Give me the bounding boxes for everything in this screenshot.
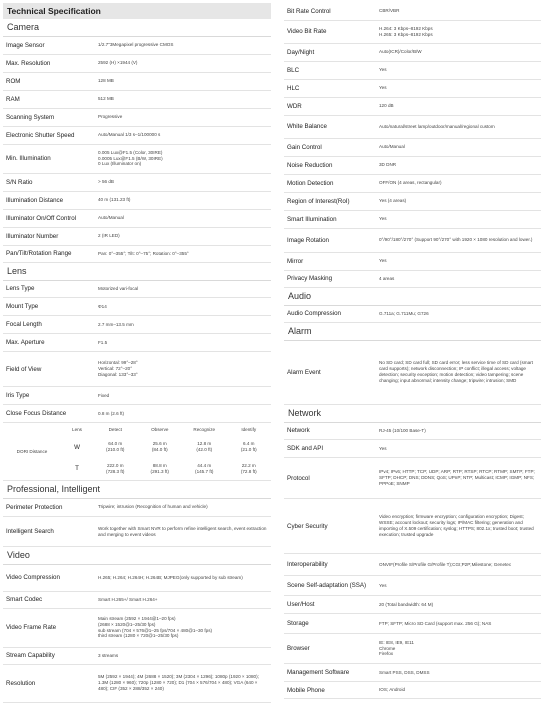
spec-key: WDR	[284, 97, 376, 115]
spec-row	[284, 156, 541, 174]
section-intelligent: Professional, Intelligent	[3, 481, 271, 499]
spec-row	[3, 517, 271, 547]
spec-row	[284, 174, 541, 192]
spec-row	[284, 228, 541, 252]
right-column	[284, 3, 541, 699]
spec-key: Focal Length	[3, 316, 95, 334]
spec-value: 2.7 mm–13.5 mm	[95, 316, 271, 334]
spec-value: Work together with Smart NVR to perform refine intelligent search, event extraction and merging to event videos	[95, 517, 271, 547]
section-audio: Audio	[284, 288, 541, 306]
spec-row	[3, 191, 271, 209]
spec-row	[284, 341, 541, 404]
spec-value: OFF/ON (4 areas, rectangular)	[376, 174, 541, 192]
spec-row	[284, 682, 541, 699]
page-title: Technical Specification	[3, 3, 271, 19]
spec-key: Max. Aperture	[3, 334, 95, 352]
spec-key: Illumination Distance	[3, 191, 95, 209]
spec-row	[284, 554, 541, 576]
spec-value: ONVIF(Profile S/Profile G/Profile T);CGI;P2P;Milestone; Genetec	[376, 554, 541, 576]
spec-row	[3, 647, 271, 664]
spec-value: Progressive	[95, 108, 271, 126]
spec-row	[284, 440, 541, 458]
spec-key: Management Software	[284, 664, 376, 682]
spec-row	[284, 499, 541, 554]
spec-key: Audio Compression	[284, 306, 376, 323]
spec-row	[3, 281, 271, 298]
spec-row	[3, 608, 271, 647]
spec-value: 0.8 m (2.6 ft)	[95, 405, 271, 423]
spec-value: 128 MB	[95, 72, 271, 90]
section-lens: Lens	[3, 263, 271, 281]
spec-value: 1/2.7"3Megapixel progressive CMOS	[95, 37, 271, 54]
spec-row	[284, 20, 541, 43]
spec-value: Auto/Manual 1/3 s–1/100000 s	[95, 126, 271, 144]
spec-value: > 56 dB	[95, 173, 271, 191]
spec-value: Motorized vari-focal	[95, 281, 271, 298]
spec-row	[284, 115, 541, 138]
spec-key: Stream Capability	[3, 647, 95, 664]
spec-row	[284, 97, 541, 115]
spec-row	[284, 306, 541, 323]
dori-head: Observe	[151, 427, 169, 432]
spec-row	[3, 173, 271, 191]
spec-key: White Balance	[284, 115, 376, 138]
spec-key: HLC	[284, 79, 376, 97]
lens-table	[3, 281, 271, 424]
spec-key: Iris Type	[3, 387, 95, 405]
spec-key: Motion Detection	[284, 174, 376, 192]
spec-key: Image Rotation	[284, 228, 376, 252]
spec-row	[284, 423, 541, 440]
spec-key: Resolution	[3, 664, 95, 702]
audio-table	[284, 306, 541, 324]
spec-value: IPv4; IPv6; HTTP; TCP; UDP; ARP; RTP; RTSP; RTCP; RTMP; SMTP; FTP; SFTP; DHCP; DNS; DDNS; QoS; UPnP; NTP; Multicast; ICMP; IGMP; NFS; PPPoE; SNMP	[376, 458, 541, 499]
spec-value: H.265; H.264; H.264H; H.264B; MJPEG(only supported by sub stream)	[95, 565, 271, 591]
spec-value: 4 areas	[376, 270, 541, 287]
spec-key: Video Compression	[3, 565, 95, 591]
spec-row	[284, 79, 541, 97]
spec-key: Mount Type	[3, 298, 95, 316]
dori-head: Identify	[241, 427, 257, 432]
spec-key: Video Frame Rate	[3, 608, 95, 647]
dori-value: 44.4 m (145.7 ft)	[195, 462, 214, 474]
spec-value: 3D DNR	[376, 156, 541, 174]
spec-value: Yes	[376, 210, 541, 228]
spec-row	[3, 565, 271, 591]
spec-key: Perimeter Protection	[3, 499, 95, 517]
spec-row	[3, 334, 271, 352]
spec-value: Auto(ICR)/Color/B/W	[376, 43, 541, 61]
spec-row	[3, 591, 271, 608]
left-column	[3, 3, 271, 703]
spec-row	[3, 209, 271, 227]
spec-key: RAM	[3, 90, 95, 108]
spec-row	[3, 126, 271, 144]
spec-value: Main stream (2592 × 1944@1–20 fps) (2688 × 1520@1–25/30 fps) sub stream (704 × 576@1–25 fps/704 × 480@1–30 fps) third stream (1280 × 720@1–25/30 fps)	[95, 608, 271, 647]
spec-value: No SD card; SD card full; SD card error; less service time of SD card (smart card supports); network disconnection; IP conflict; illegal access; voltage detection; security exception; motion detection; video tampering; scene changing; input abnormal; intensity change; tripwire; intrusion; SMD	[376, 341, 541, 404]
spec-value: Auto/natural/street lamp/outdoor/manual/regional custom	[376, 115, 541, 138]
dori-value: 22.2 m (72.8 ft)	[240, 462, 257, 474]
spec-value: 2 (IR LED)	[95, 227, 271, 245]
spec-row	[284, 210, 541, 228]
spec-row	[3, 245, 271, 262]
spec-value: Smart PSS, DSS, DMSS	[376, 664, 541, 682]
network-table	[284, 423, 541, 700]
spec-key: Cyber Security	[284, 499, 376, 554]
spec-key: Scanning System	[3, 108, 95, 126]
spec-value: 20 (Total bandwidth: 64 M)	[376, 596, 541, 614]
spec-row	[284, 138, 541, 156]
spec-key: Pan/Tilt/Rotation Range	[3, 245, 95, 262]
spec-row	[3, 298, 271, 316]
spec-value: Auto/Manual	[376, 138, 541, 156]
spec-row	[3, 499, 271, 517]
spec-row	[284, 634, 541, 664]
spec-row	[284, 458, 541, 499]
spec-value: Fixed	[95, 387, 271, 405]
spec-row	[3, 54, 271, 72]
spec-key: Lens Type	[3, 281, 95, 298]
spec-key: Day/Night	[284, 43, 376, 61]
spec-row	[284, 3, 541, 20]
spec-value: FTP; SFTP; Micro SD Card (support max. 256 G); NAS	[376, 614, 541, 634]
spec-key: Max. Resolution	[3, 54, 95, 72]
spec-row	[284, 596, 541, 614]
dori-value: 6.4 m (21.0 ft)	[240, 441, 257, 452]
video-table	[3, 565, 271, 703]
spec-row	[3, 664, 271, 702]
spec-value: 120 dB	[376, 97, 541, 115]
dori-value: 12.8 m (42.0 ft)	[196, 441, 213, 452]
dori-value: 88.8 m (291.3 ft)	[150, 462, 169, 474]
spec-key: Illuminator Number	[3, 227, 95, 245]
spec-key: Smart Codec	[3, 591, 95, 608]
spec-value: F1.5	[95, 334, 271, 352]
spec-value: RJ-45 (10/100 Base-T)	[376, 423, 541, 440]
spec-key: Alarm Event	[284, 341, 376, 404]
spec-value: Yes	[376, 252, 541, 270]
dori-lens-label: Lens	[72, 427, 82, 432]
spec-key: Smart Illumination	[284, 210, 376, 228]
spec-value: Horizontal: 99°–28° Vertical: 72°–20° Diagonal: 133°–33°	[95, 352, 271, 387]
spec-row	[284, 576, 541, 596]
spec-key: SDK and API	[284, 440, 376, 458]
spec-key: BLC	[284, 61, 376, 79]
spec-key: ROM	[3, 72, 95, 90]
spec-row	[284, 270, 541, 287]
dori-head: Recognize	[193, 427, 216, 432]
spec-value: Yes	[376, 79, 541, 97]
spec-row	[3, 316, 271, 334]
spec-row	[3, 72, 271, 90]
spec-value: 0.005 Lux@F1.5 (Color, 30IRE) 0.0005 Lux@F1.5 (B/W, 30IRE) 0 Lux (Illuminator on)	[95, 144, 271, 173]
dori-head: Detect	[108, 427, 122, 432]
spec-value: 3 streams	[95, 647, 271, 664]
section-alarm: Alarm	[284, 323, 541, 341]
spec-row	[3, 144, 271, 173]
spec-key: Gain Control	[284, 138, 376, 156]
section-network: Network	[284, 405, 541, 423]
spec-row	[284, 61, 541, 79]
spec-row	[3, 405, 271, 423]
alarm-table	[284, 341, 541, 405]
spec-key: Noise Reduction	[284, 156, 376, 174]
dori-value: 25.6 m (84.0 ft)	[151, 441, 168, 452]
spec-value: Yes	[376, 61, 541, 79]
spec-value: 2592 (H) ×1944 (V)	[95, 54, 271, 72]
spec-value: Φ14	[95, 298, 271, 316]
spec-value: Pan: 0°–355°; Tilt: 0°–75°; Rotation: 0°–355°	[95, 245, 271, 262]
spec-key: Network	[284, 423, 376, 440]
image-table	[284, 3, 541, 288]
spec-value: 0°/90°/180°/270° (Support 90°/270° with 1920 × 1080 resolution and lower.)	[376, 228, 541, 252]
spec-value: Yes	[376, 576, 541, 596]
spec-key: Video Bit Rate	[284, 20, 376, 43]
spec-value: CBR/VBR	[376, 3, 541, 20]
spec-key: Region of Interest(RoI)	[284, 192, 376, 210]
spec-row	[3, 37, 271, 54]
spec-key: Storage	[284, 614, 376, 634]
dori-value: 222.0 m (728.3 ft)	[106, 462, 125, 474]
spec-row	[3, 227, 271, 245]
intelligent-table	[3, 499, 271, 548]
spec-value: 512 MB	[95, 90, 271, 108]
spec-row	[3, 108, 271, 126]
dori-row-name: T	[75, 465, 79, 473]
spec-key: Bit Rate Control	[284, 3, 376, 20]
spec-value: H.264: 3 Kbps–8192 Kbps H.265: 3 Kbps–8192 Kbps	[376, 20, 541, 43]
section-camera: Camera	[3, 19, 271, 37]
dori-table	[3, 423, 271, 481]
spec-key: Scene Self-adaptation (SSA)	[284, 576, 376, 596]
spec-value: G.711a; G.711Mu; G726	[376, 306, 541, 323]
spec-key: Protocol	[284, 458, 376, 499]
spec-value: Yes	[376, 440, 541, 458]
spec-row	[3, 352, 271, 387]
camera-table	[3, 37, 271, 263]
spec-key: S/N Ratio	[3, 173, 95, 191]
dori-row-name: W	[74, 443, 80, 451]
spec-key: Mobile Phone	[284, 682, 376, 699]
spec-row	[284, 614, 541, 634]
spec-key: Intelligent Search	[3, 517, 95, 547]
spec-row	[284, 664, 541, 682]
spec-key: Close Focus Distance	[3, 405, 95, 423]
spec-row	[3, 387, 271, 405]
spec-row	[284, 252, 541, 270]
spec-value: Yes (4 areas)	[376, 192, 541, 210]
spec-row	[284, 43, 541, 61]
dori-label: DORI Distance	[16, 448, 48, 454]
spec-key: Browser	[284, 634, 376, 664]
spec-value: 40 m (131.23 ft)	[95, 191, 271, 209]
section-video: Video	[3, 547, 271, 565]
dori-value: 64.0 m (210.0 ft)	[106, 441, 125, 452]
spec-key: Illuminator On/Off Control	[3, 209, 95, 227]
spec-value: 5M (2592 × 1944); 4M (2688 × 1520); 3M (2304 × 1296); 1080p (1920 × 1080); 1.3M (1280 × 960); 720p (1280 × 720); D1 (704 × 576/704 × 480); VGA (640 × 480); CIF (352 × 288/352 × 240)	[95, 664, 271, 702]
spec-key: Field of View	[3, 352, 95, 387]
spec-key: Mirror	[284, 252, 376, 270]
spec-row	[284, 192, 541, 210]
spec-key: Privacy Masking	[284, 270, 376, 287]
spec-value: Tripwire; intrusion (Recognition of human and vehicle)	[95, 499, 271, 517]
spec-value: IOS; Android	[376, 682, 541, 699]
spec-key: Interoperability	[284, 554, 376, 576]
spec-value: Smart H.265+/ Smart H.264+	[95, 591, 271, 608]
spec-value: Auto/Manual	[95, 209, 271, 227]
spec-key: Electronic Shutter Speed	[3, 126, 95, 144]
spec-value: IE: IE8, IE9, IE11 Chrome Firefox	[376, 634, 541, 664]
spec-key: Min. Illumination	[3, 144, 95, 173]
spec-value: Video encryption; firmware encryption; configuration encryption; Digest; WSSE; account lockout; security logs; IP/MAC filtering; generation and importing of X.509 certification; syslog; HTTPS; 802.1x; trusted boot; trusted execution; trusted upgrade	[376, 499, 541, 554]
spec-key: Image Sensor	[3, 37, 95, 54]
spec-key: User/Host	[284, 596, 376, 614]
spec-row	[3, 90, 271, 108]
